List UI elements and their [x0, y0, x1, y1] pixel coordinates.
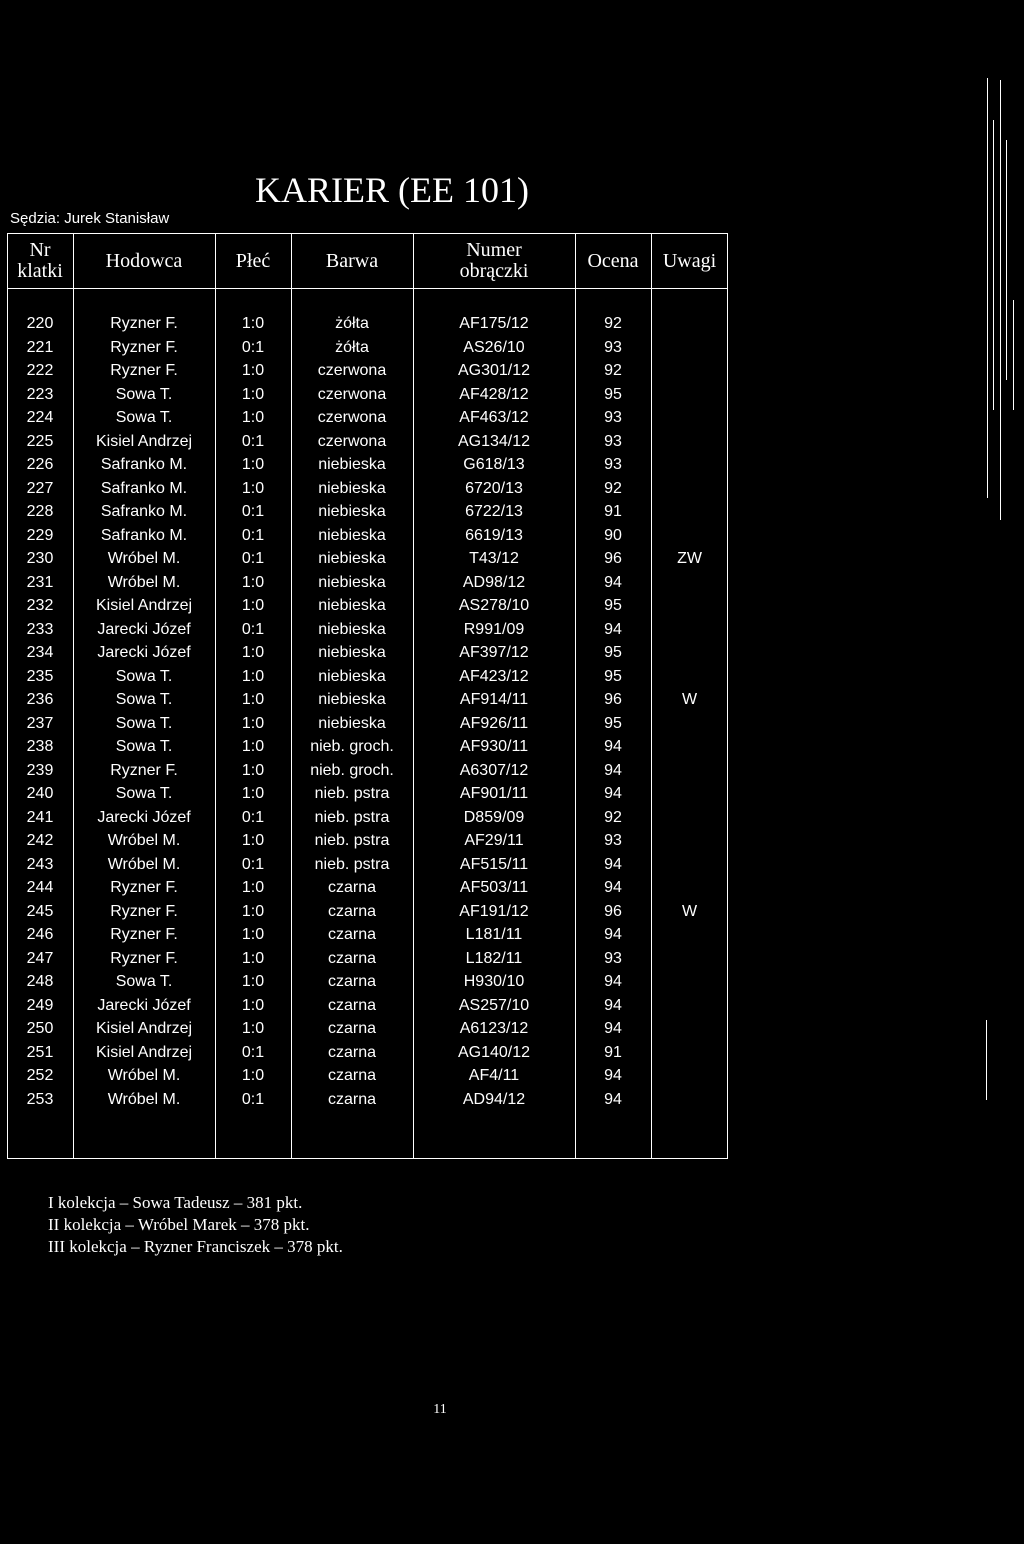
header-numer-obraczki: Numer obrączki	[459, 239, 529, 282]
cell-ocena: 93	[604, 338, 622, 356]
cell-nr: 220	[26, 315, 54, 332]
cell-barwa: nieb. pstra	[314, 855, 390, 873]
cell-ocena: 92	[604, 315, 622, 332]
cell-numer: AF423/12	[459, 667, 529, 685]
cell-nr: 226	[26, 456, 54, 473]
cell-barwa: nieb. pstra	[314, 832, 390, 849]
cell-plec: 1:0	[241, 667, 265, 685]
cell-numer: AD94/12	[462, 1090, 526, 1108]
cell-nr: 244	[26, 879, 54, 896]
cell-ocena: 94	[604, 1090, 622, 1108]
cell-uwagi	[651, 477, 728, 501]
cell-hodowca: Sowa T.	[115, 785, 173, 802]
cell-ocena: 96	[604, 550, 622, 567]
cell-hodowca: Kisiel Andrzej	[95, 1043, 193, 1061]
table-row	[0, 806, 740, 830]
cell-barwa: niebieska	[318, 479, 386, 497]
cell-nr: 231	[26, 573, 54, 591]
cell-nr: 221	[26, 338, 54, 356]
table-row	[0, 876, 740, 900]
cell-barwa: niebieska	[318, 620, 386, 638]
cell-numer: L182/11	[465, 949, 523, 967]
cell-plec: 1:0	[241, 691, 265, 708]
cell-barwa: czerwona	[317, 385, 387, 403]
cell-nr: 230	[26, 550, 54, 567]
cell-ocena: 93	[604, 832, 622, 849]
cell-barwa: czerwona	[317, 362, 387, 379]
header-barwa: Barwa	[325, 249, 379, 272]
cell-plec: 1:0	[241, 761, 265, 779]
cell-nr: 249	[26, 996, 54, 1014]
table-row	[0, 383, 740, 407]
cell-uwagi	[651, 1088, 728, 1112]
cell-numer: AG140/12	[457, 1043, 531, 1061]
cell-hodowca: Sowa T.	[115, 691, 173, 708]
cell-uwagi	[651, 524, 728, 548]
cell-plec: 1:0	[241, 409, 265, 426]
cell-numer: 6619/13	[465, 526, 523, 544]
cell-nr: 250	[26, 1020, 54, 1037]
cell-ocena: 94	[604, 1020, 622, 1037]
cell-numer: AF930/11	[459, 738, 529, 755]
cell-plec: 0:1	[241, 855, 265, 873]
cell-numer: AF4/11	[468, 1067, 520, 1084]
cell-barwa: czarna	[327, 902, 377, 920]
cell-ocena: 94	[604, 879, 622, 896]
cell-barwa: czarna	[327, 949, 377, 967]
table-row	[0, 923, 740, 947]
table-row	[0, 900, 740, 924]
cell-uwagi: W	[681, 691, 698, 708]
cell-ocena: 95	[604, 667, 622, 685]
cell-barwa: czarna	[327, 973, 377, 990]
cell-hodowca: Ryzner F.	[110, 926, 178, 943]
cell-numer: AF926/11	[459, 714, 529, 732]
cell-ocena: 91	[604, 1043, 622, 1061]
cell-numer: AF901/11	[459, 785, 529, 802]
cell-plec: 1:0	[241, 456, 265, 473]
scan-edge-line	[986, 1020, 987, 1100]
cell-plec: 1:0	[241, 362, 265, 379]
cell-uwagi	[651, 430, 728, 454]
cell-ocena: 95	[604, 714, 622, 732]
cell-nr: 242	[26, 832, 54, 849]
table-row	[0, 853, 740, 877]
cell-nr: 228	[26, 503, 54, 520]
cell-plec: 1:0	[241, 714, 265, 732]
scan-edge-line	[987, 78, 988, 498]
cell-uwagi	[651, 312, 728, 336]
cell-nr: 239	[26, 761, 54, 779]
cell-ocena: 94	[604, 996, 622, 1014]
cell-hodowca: Safranko M.	[100, 503, 188, 520]
cell-barwa: nieb. pstra	[314, 785, 390, 802]
cell-numer: G618/13	[463, 456, 525, 473]
table-row	[0, 782, 740, 806]
cell-nr: 236	[26, 691, 54, 708]
cell-ocena: 92	[604, 479, 622, 497]
cell-barwa: czarna	[327, 926, 377, 943]
cell-plec: 1:0	[241, 902, 265, 920]
cell-hodowca: Jarecki Józef	[97, 808, 191, 826]
table-row	[0, 829, 740, 853]
cell-uwagi	[651, 359, 728, 383]
cell-hodowca: Sowa T.	[115, 385, 173, 403]
page-title: KARIER (EE 101)	[255, 170, 529, 210]
header-ocena: Ocena	[587, 249, 639, 272]
cell-plec: 1:0	[241, 832, 265, 849]
judge-label: Sędzia: Jurek Stanisław	[10, 210, 170, 227]
cell-numer: AS26/10	[463, 338, 525, 356]
cell-nr: 225	[26, 432, 54, 450]
cell-nr: 243	[26, 855, 54, 873]
table-row	[0, 406, 740, 430]
cell-hodowca: Ryzner F.	[110, 902, 178, 920]
cell-numer: AF29/11	[464, 832, 524, 849]
scan-edge-line	[1000, 80, 1001, 520]
cell-ocena: 94	[604, 761, 622, 779]
cell-plec: 1:0	[241, 949, 265, 967]
cell-nr: 251	[26, 1043, 54, 1061]
cell-uwagi	[651, 665, 728, 689]
cell-uwagi	[651, 876, 728, 900]
cell-hodowca: Sowa T.	[115, 714, 173, 732]
cell-hodowca: Wróbel M.	[107, 855, 181, 873]
cell-uwagi	[651, 759, 728, 783]
table-row	[0, 547, 740, 571]
cell-barwa: czarna	[327, 1090, 377, 1108]
cell-plec: 1:0	[241, 973, 265, 990]
cell-nr: 235	[26, 667, 54, 685]
cell-hodowca: Safranko M.	[100, 526, 188, 544]
cell-barwa: niebieska	[318, 714, 386, 732]
table-row	[0, 524, 740, 548]
cell-numer: AF914/11	[459, 691, 529, 708]
cell-ocena: 93	[604, 432, 622, 450]
cell-nr: 227	[26, 479, 54, 497]
table-row	[0, 712, 740, 736]
cell-nr: 232	[26, 597, 54, 614]
cell-barwa: niebieska	[318, 691, 386, 708]
table-row	[0, 336, 740, 360]
cell-hodowca: Kisiel Andrzej	[95, 432, 193, 450]
cell-numer: R991/09	[463, 620, 525, 638]
cell-plec: 1:0	[241, 738, 265, 755]
cell-ocena: 95	[604, 597, 622, 614]
scan-edge-line	[993, 120, 994, 410]
cell-barwa: żółta	[335, 338, 369, 356]
cell-barwa: niebieska	[318, 456, 386, 473]
cell-hodowca: Safranko M.	[100, 479, 188, 497]
cell-ocena: 94	[604, 738, 622, 755]
cell-plec: 0:1	[241, 1090, 265, 1108]
cell-numer: AF428/12	[459, 385, 529, 403]
cell-numer: AF397/12	[459, 644, 529, 661]
cell-uwagi	[651, 806, 728, 830]
cell-barwa: czarna	[327, 996, 377, 1014]
header-plec: Płeć	[235, 249, 271, 272]
cell-uwagi	[651, 712, 728, 736]
table-row	[0, 641, 740, 665]
cell-hodowca: Ryzner F.	[110, 338, 178, 356]
cell-uwagi	[651, 970, 728, 994]
table-row	[0, 735, 740, 759]
cell-nr: 252	[26, 1067, 54, 1084]
cell-nr: 234	[26, 644, 54, 661]
cell-plec: 0:1	[241, 1043, 265, 1061]
cell-hodowca: Ryzner F.	[110, 315, 178, 332]
cell-numer: AS257/10	[458, 996, 530, 1014]
cell-plec: 1:0	[241, 879, 265, 896]
cell-plec: 0:1	[241, 503, 265, 520]
header-divider	[7, 288, 728, 289]
cell-plec: 1:0	[241, 385, 265, 403]
cell-hodowca: Ryzner F.	[110, 879, 178, 896]
cell-ocena: 95	[604, 644, 622, 661]
cell-nr: 229	[26, 526, 54, 544]
cell-barwa: niebieska	[318, 526, 386, 544]
cell-barwa: niebieska	[318, 597, 386, 614]
cell-hodowca: Sowa T.	[115, 409, 173, 426]
cell-numer: AG301/12	[457, 362, 531, 379]
cell-numer: AF503/11	[459, 879, 529, 896]
cell-barwa: niebieska	[318, 667, 386, 685]
cell-ocena: 94	[604, 926, 622, 943]
cell-barwa: niebieska	[318, 644, 386, 661]
cell-hodowca: Sowa T.	[115, 738, 173, 755]
cell-plec: 1:0	[241, 597, 265, 614]
cell-numer: 6720/13	[465, 479, 523, 497]
cell-hodowca: Wróbel M.	[107, 1090, 181, 1108]
cell-barwa: nieb. groch.	[310, 738, 394, 755]
cell-barwa: nieb. pstra	[314, 808, 390, 826]
cell-nr: 248	[26, 973, 54, 990]
cell-ocena: 93	[604, 456, 622, 473]
cell-plec: 1:0	[241, 573, 265, 591]
cell-plec: 1:0	[241, 315, 265, 332]
cell-hodowca: Jarecki Józef	[97, 644, 191, 661]
cell-plec: 0:1	[241, 808, 265, 826]
cell-hodowca: Sowa T.	[115, 973, 173, 990]
cell-hodowca: Wróbel M.	[107, 573, 181, 591]
cell-plec: 0:1	[241, 338, 265, 356]
cell-hodowca: Jarecki Józef	[97, 620, 191, 638]
cell-numer: H930/10	[463, 973, 525, 990]
cell-barwa: czarna	[327, 1067, 377, 1084]
cell-numer: A6307/12	[459, 761, 529, 779]
cell-barwa: czerwona	[317, 409, 387, 426]
cell-ocena: 93	[604, 409, 622, 426]
cell-hodowca: Ryzner F.	[110, 949, 178, 967]
cell-numer: AD98/12	[462, 573, 526, 591]
cell-ocena: 94	[604, 573, 622, 591]
cell-barwa: niebieska	[318, 573, 386, 591]
table-row	[0, 618, 740, 642]
table-row	[0, 594, 740, 618]
cell-uwagi	[651, 994, 728, 1018]
cell-uwagi	[651, 782, 728, 806]
cell-plec: 1:0	[241, 644, 265, 661]
cell-numer: AF463/12	[459, 409, 529, 426]
table-row	[0, 500, 740, 524]
table-row	[0, 970, 740, 994]
cell-hodowca: Wróbel M.	[107, 1067, 181, 1084]
cell-numer: AF515/11	[459, 855, 529, 873]
cell-nr: 253	[26, 1090, 54, 1108]
cell-barwa: żółta	[335, 315, 369, 332]
cell-nr: 238	[26, 738, 54, 755]
table-row	[0, 359, 740, 383]
cell-plec: 0:1	[241, 432, 265, 450]
cell-uwagi: W	[681, 902, 698, 920]
table-body	[0, 312, 740, 1111]
cell-numer: A6123/12	[459, 1020, 529, 1037]
cell-uwagi: ZW	[677, 550, 702, 567]
cell-uwagi	[651, 735, 728, 759]
header-hodowca: Hodowca	[105, 249, 183, 272]
cell-uwagi	[651, 571, 728, 595]
cell-hodowca: Kisiel Andrzej	[95, 1020, 193, 1037]
cell-uwagi	[651, 829, 728, 853]
cell-barwa: niebieska	[318, 503, 386, 520]
table-row	[0, 1041, 740, 1065]
table-row	[0, 947, 740, 971]
cell-numer: AG134/12	[457, 432, 531, 450]
cell-nr: 222	[26, 362, 54, 379]
cell-hodowca: Ryzner F.	[110, 362, 178, 379]
cell-barwa: czarna	[327, 879, 377, 896]
cell-uwagi	[651, 1041, 728, 1065]
cell-uwagi	[651, 618, 728, 642]
cell-ocena: 96	[604, 902, 622, 920]
summary-line: III kolekcja – Ryzner Franciszek – 378 pkt.	[48, 1237, 343, 1256]
cell-barwa: nieb. groch.	[310, 761, 394, 779]
cell-barwa: czarna	[327, 1020, 377, 1037]
cell-numer: AF175/12	[459, 315, 529, 332]
cell-nr: 223	[26, 385, 54, 403]
table-row	[0, 430, 740, 454]
cell-plec: 1:0	[241, 926, 265, 943]
cell-barwa: niebieska	[318, 550, 386, 567]
table-row	[0, 994, 740, 1018]
scan-edge-line	[1006, 140, 1007, 380]
cell-ocena: 94	[604, 855, 622, 873]
cell-hodowca: Ryzner F.	[110, 761, 178, 779]
cell-uwagi	[651, 500, 728, 524]
cell-ocena: 92	[604, 362, 622, 379]
cell-uwagi	[651, 1064, 728, 1088]
cell-ocena: 96	[604, 691, 622, 708]
cell-nr: 245	[26, 902, 54, 920]
cell-uwagi	[651, 336, 728, 360]
cell-hodowca: Jarecki Józef	[97, 996, 191, 1014]
cell-ocena: 90	[604, 526, 622, 544]
page-number: 11	[433, 1402, 447, 1417]
scan-edge-line	[1013, 300, 1014, 410]
cell-numer: AF191/12	[459, 902, 529, 920]
cell-plec: 1:0	[241, 996, 265, 1014]
table-row	[0, 1088, 740, 1112]
cell-nr: 241	[26, 808, 54, 826]
cell-hodowca: Kisiel Andrzej	[95, 597, 193, 614]
header-nr-klatki: Nr klatki	[17, 239, 63, 282]
table-row	[0, 665, 740, 689]
cell-uwagi	[651, 853, 728, 877]
cell-plec: 1:0	[241, 479, 265, 497]
cell-ocena: 93	[604, 949, 622, 967]
cell-plec: 1:0	[241, 785, 265, 802]
summary-line: II kolekcja – Wróbel Marek – 378 pkt.	[48, 1215, 310, 1234]
cell-uwagi	[651, 594, 728, 618]
cell-hodowca: Safranko M.	[100, 456, 188, 473]
cell-nr: 247	[26, 949, 54, 967]
cell-ocena: 91	[604, 503, 622, 520]
cell-uwagi	[651, 453, 728, 477]
table-row	[0, 453, 740, 477]
cell-plec: 0:1	[241, 550, 265, 567]
cell-ocena: 95	[604, 385, 622, 403]
cell-numer: L181/11	[465, 926, 523, 943]
cell-uwagi	[651, 641, 728, 665]
cell-numer: 6722/13	[465, 503, 523, 520]
cell-uwagi	[651, 406, 728, 430]
table-row	[0, 312, 740, 336]
cell-hodowca: Wróbel M.	[107, 550, 181, 567]
cell-plec: 0:1	[241, 620, 265, 638]
cell-nr: 233	[26, 620, 54, 638]
cell-ocena: 94	[604, 1067, 622, 1084]
cell-plec: 0:1	[241, 526, 265, 544]
cell-nr: 224	[26, 409, 54, 426]
cell-hodowca: Wróbel M.	[107, 832, 181, 849]
cell-numer: T43/12	[469, 550, 519, 567]
cell-nr: 246	[26, 926, 54, 943]
cell-uwagi	[651, 383, 728, 407]
table-row	[0, 688, 740, 712]
cell-numer: AS278/10	[458, 597, 530, 614]
cell-hodowca: Sowa T.	[115, 667, 173, 685]
table-row	[0, 571, 740, 595]
table-row	[0, 759, 740, 783]
cell-ocena: 94	[604, 973, 622, 990]
cell-nr: 240	[26, 785, 54, 802]
cell-numer: D859/09	[463, 808, 525, 826]
cell-plec: 1:0	[241, 1020, 265, 1037]
table-row	[0, 1017, 740, 1041]
cell-uwagi	[651, 947, 728, 971]
cell-ocena: 92	[604, 808, 622, 826]
table-row	[0, 477, 740, 501]
cell-uwagi	[651, 1017, 728, 1041]
cell-uwagi	[651, 923, 728, 947]
cell-barwa: czerwona	[317, 432, 387, 450]
table-row	[0, 1064, 740, 1088]
header-uwagi: Uwagi	[662, 249, 717, 272]
cell-ocena: 94	[604, 620, 622, 638]
cell-ocena: 94	[604, 785, 622, 802]
cell-nr: 237	[26, 714, 54, 732]
cell-barwa: czarna	[327, 1043, 377, 1061]
cell-plec: 1:0	[241, 1067, 265, 1084]
summary-line: I kolekcja – Sowa Tadeusz – 381 pkt.	[48, 1193, 303, 1212]
collection-summary	[48, 1192, 343, 1258]
